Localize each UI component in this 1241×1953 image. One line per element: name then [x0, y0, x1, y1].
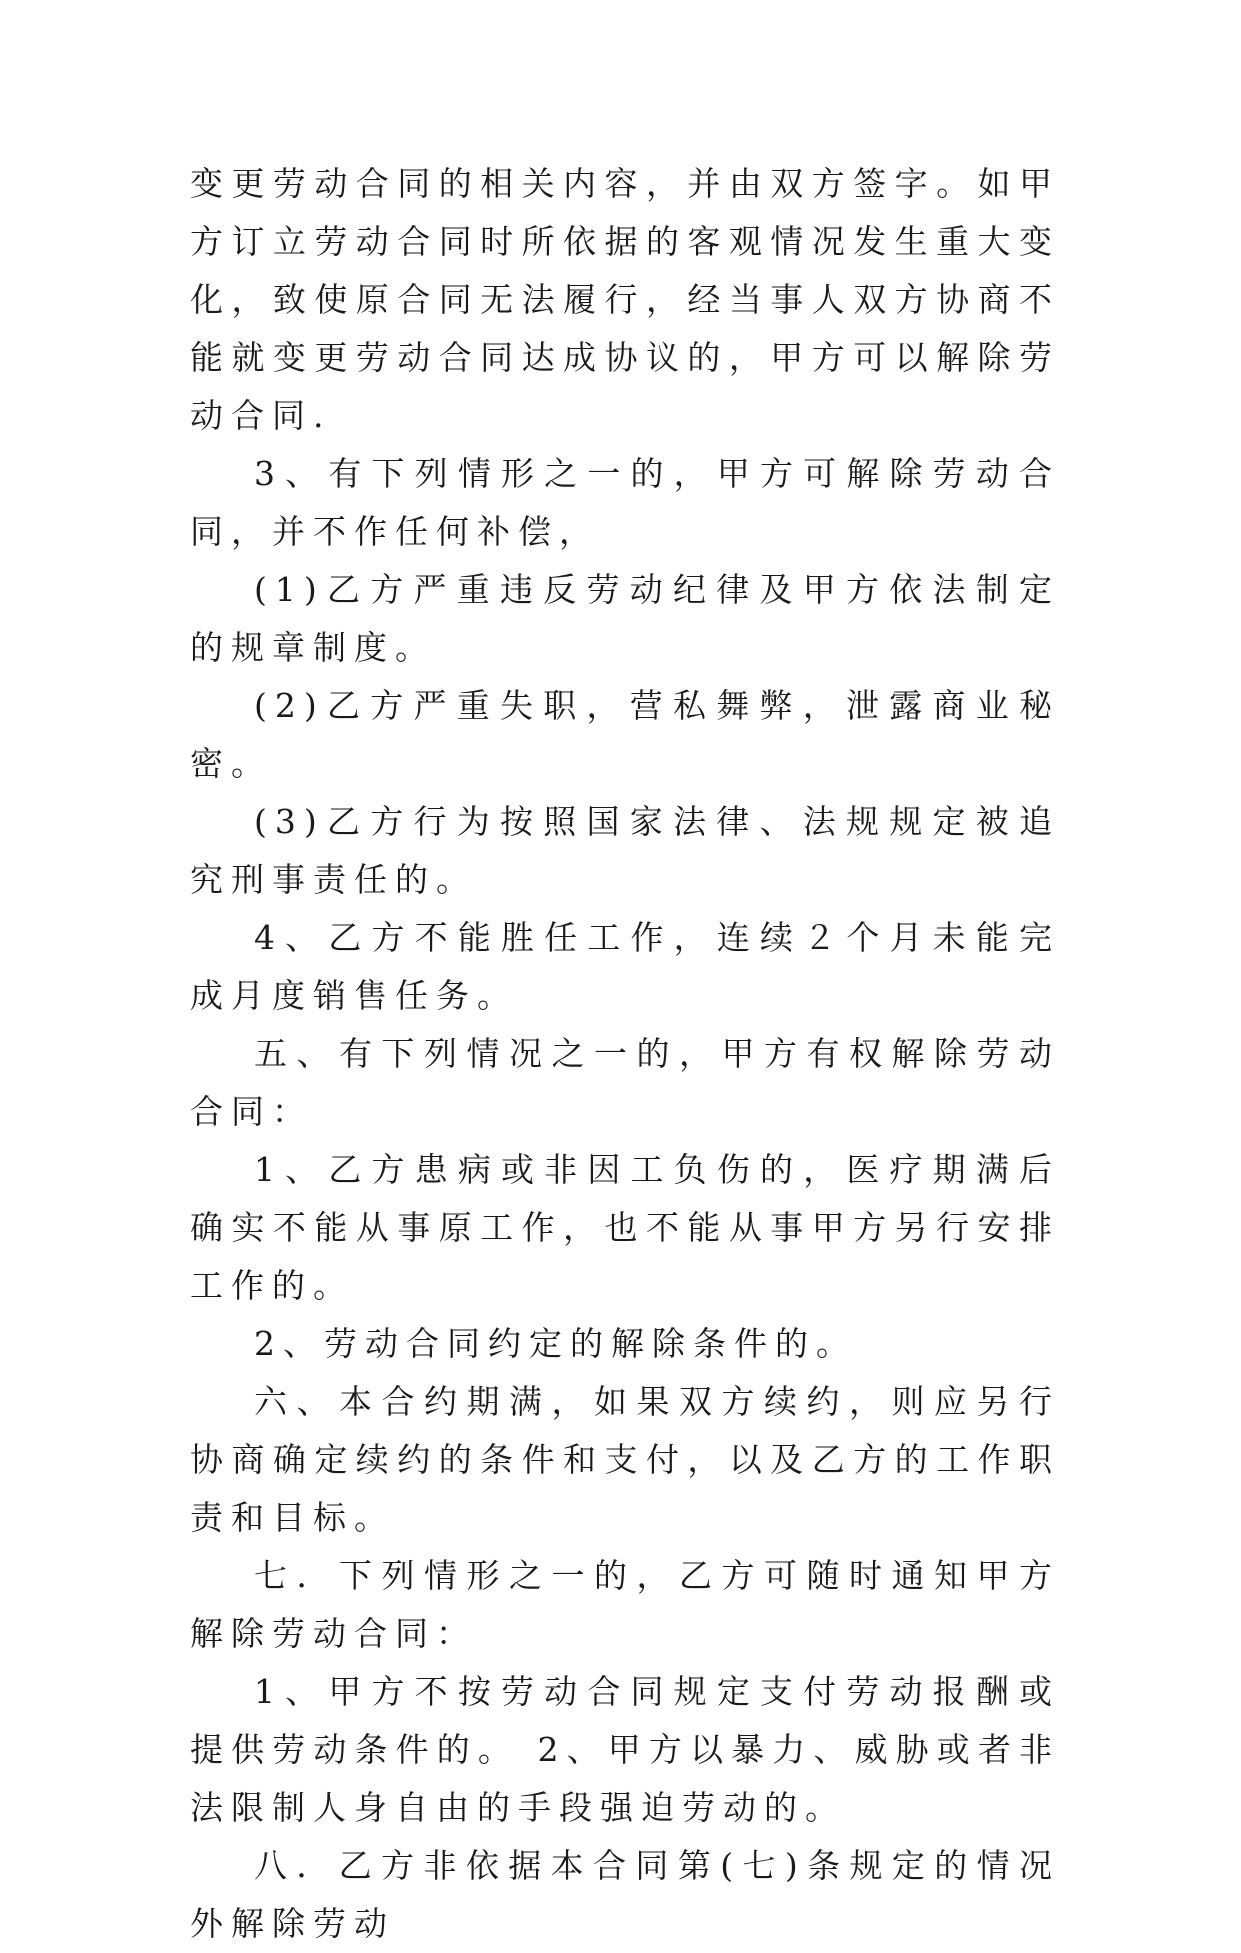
paragraph-section-6: 六、本合约期满，如果双方续约，则应另行协商确定续约的条件和支付，以及乙方的工作职责和目标。 [190, 1382, 1060, 1537]
paragraph-section-7: 七．下列情形之一的，乙方可随时通知甲方解除劳动合同： [190, 1556, 1060, 1653]
paragraph-section-8: 八．乙方非依据本合同第(七)条规定的情况外解除劳动 [190, 1846, 1060, 1943]
paragraph-clause-3: 3、有下列情形之一的，甲方可解除劳动合同，并不作任何补偿， [190, 454, 1060, 551]
paragraph-section-5-item-1: 1、乙方患病或非因工负伤的，医疗期满后确实不能从事原工作，也不能从事甲方另行安排工作的。 [190, 1150, 1060, 1305]
paragraph-section-7-items: 1、甲方不按劳动合同规定支付劳动报酬或提供劳动条件的。 2、甲方以暴力、威胁或者非法限制人身自由的手段强迫劳动的。 [190, 1672, 1060, 1827]
paragraph-clause-4: 4、乙方不能胜任工作，连续２个月未能完成月度销售任务。 [190, 918, 1060, 1015]
paragraph-contract-change: 变更劳动合同的相关内容，并由双方签字。如甲方订立劳动合同时所依据的客观情况发生重大变化，致使原合同无法履行，经当事人双方协商不能就变更劳动合同达成协议的，甲方可以解除劳动合同. [190, 164, 1060, 435]
paragraph-section-5: 五、有下列情况之一的，甲方有权解除劳动合同： [190, 1034, 1060, 1131]
paragraph-section-5-item-2: 2、劳动合同约定的解除条件的。 [254, 1324, 857, 1363]
paragraph-item-2: (2)乙方严重失职，营私舞弊，泄露商业秘密。 [190, 686, 1060, 783]
paragraph-item-3: (3)乙方行为按照国家法律、法规规定被追究刑事责任的。 [190, 802, 1060, 899]
paragraph-item-1: (1)乙方严重违反劳动纪律及甲方依法制定的规章制度。 [190, 570, 1060, 667]
document-body [190, 155, 1060, 1953]
